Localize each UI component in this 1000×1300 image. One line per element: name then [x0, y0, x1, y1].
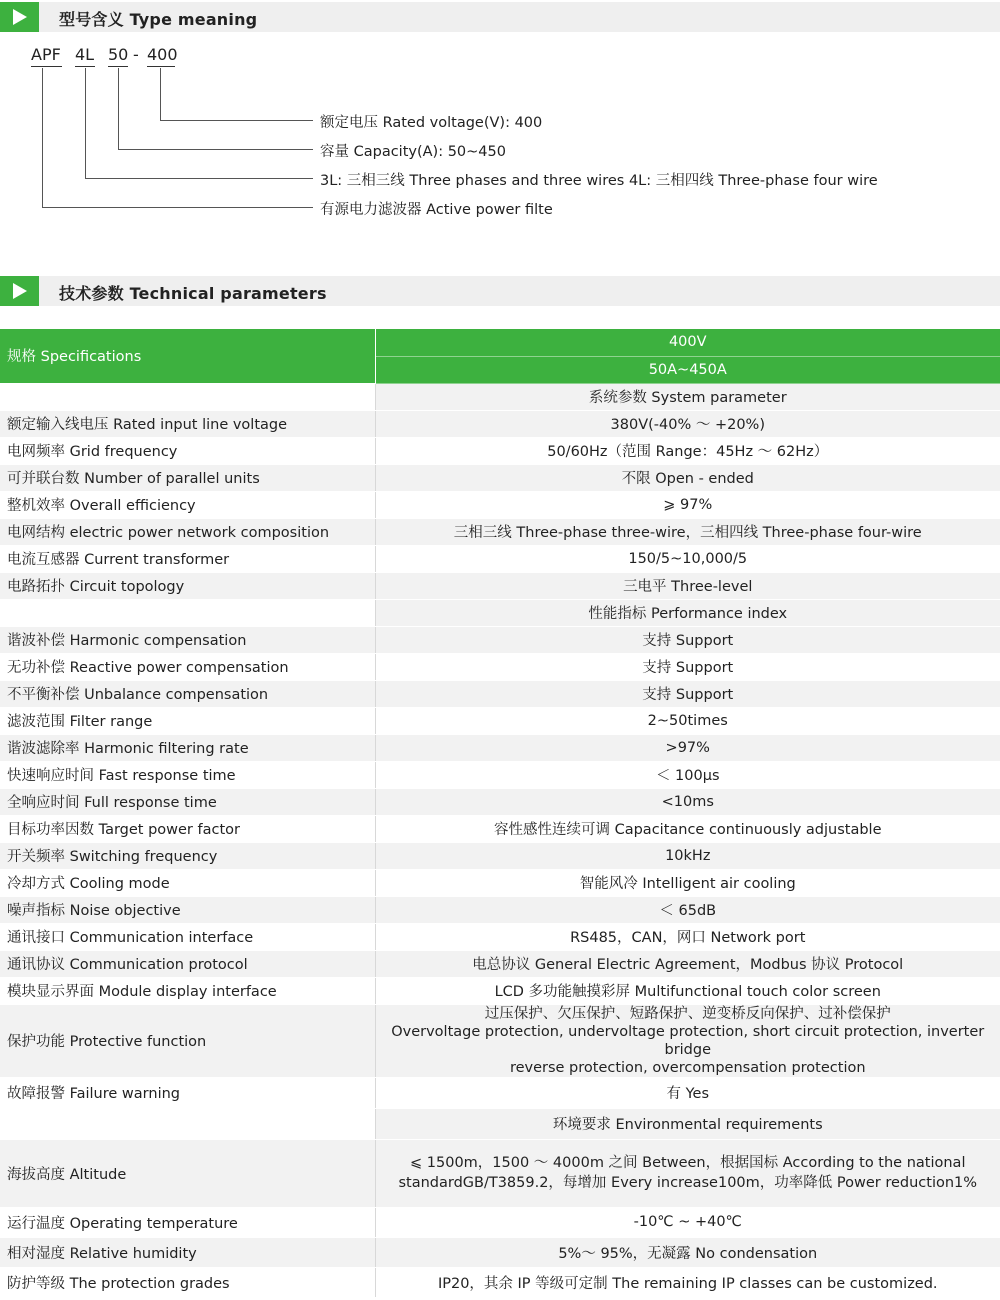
row-value [375, 1004, 1000, 1077]
section-header-type-meaning [0, 2, 1000, 32]
row-value: 不限 Open - ended [375, 464, 1000, 491]
row-value: ＜ 65dB [375, 896, 1000, 923]
row-label: 噪声指标 Noise objective [0, 896, 375, 923]
row-value-line: 过压保护、欠压保护、短路保护、逆变桥反向保护、过补偿保护 [484, 1005, 891, 1022]
table-row [0, 977, 1000, 1004]
underline-capacity [108, 66, 128, 67]
model-code-capacity: 50 [108, 45, 129, 64]
table-row [0, 734, 1000, 761]
row-value: >97% [375, 734, 1000, 761]
row-label: 运行温度 Operating temperature [0, 1207, 375, 1237]
row-label: 全响应时间 Full response time [0, 788, 375, 815]
table-row [0, 680, 1000, 707]
connector-wires-h [85, 178, 313, 179]
row-label: 故障报警 Failure warning [0, 1077, 375, 1108]
row-label: 电路拓扑 Circuit topology [0, 572, 375, 599]
row-value: 5%～ 95%，无凝露 No condensation [375, 1237, 1000, 1267]
section-title: 型号含义 Type meaning [59, 10, 258, 29]
row-value [375, 1139, 1000, 1207]
section-title: 技术参数 Technical parameters [59, 284, 327, 303]
group-title: 性能指标 Performance index [375, 599, 1000, 626]
table-row [0, 788, 1000, 815]
play-arrow-icon [0, 276, 39, 306]
connector-capacity-v [118, 68, 119, 149]
row-value: 150/5~10,000/5 [375, 545, 1000, 572]
row-label: 开关频率 Switching frequency [0, 842, 375, 869]
model-code-series: APF [31, 45, 61, 64]
row-value-line: standardGB/T3859.2，每增加 Every increase100m，功率降低 Power reduction1% [398, 1175, 978, 1191]
underline-series [31, 66, 62, 67]
table-row [0, 896, 1000, 923]
desc-product: 有源电力滤波器 Active power filte [320, 202, 553, 218]
row-label: 不平衡补偿 Unbalance compensation [0, 680, 375, 707]
row-label: 快速响应时间 Fast response time [0, 761, 375, 788]
row-value: LCD 多功能触摸彩屏 Multifunctional touch color screen [375, 977, 1000, 1004]
model-code-wires: 4L [75, 45, 95, 64]
connector-voltage-v [160, 68, 161, 120]
underline-voltage [147, 66, 175, 67]
row-value: 50/60Hz（范围 Range：45Hz ～ 62Hz） [375, 437, 1000, 464]
row-value: IP20，其余 IP 等级可定制 The remaining IP classes can be customized. [375, 1267, 1000, 1297]
group-title-row [0, 383, 1000, 410]
row-label: 目标功率因数 Target power factor [0, 815, 375, 842]
row-value: 容性感性连续可调 Capacitance continuously adjustable [375, 815, 1000, 842]
row-value-line: ⩽ 1500m，1500 ～ 4000m 之间 Between，根据国标 According to the national [410, 1155, 966, 1171]
table-row [0, 491, 1000, 518]
play-arrow-icon [0, 2, 39, 32]
table-row [0, 653, 1000, 680]
table-row [0, 869, 1000, 896]
connector-capacity-h [118, 149, 313, 150]
row-label: 相对湿度 Relative humidity [0, 1237, 375, 1267]
table-row [0, 464, 1000, 491]
row-label: 通讯协议 Communication protocol [0, 950, 375, 977]
row-value: ＜ 100μs [375, 761, 1000, 788]
row-value: 10kHz [375, 842, 1000, 869]
row-label: 模块显示界面 Module display interface [0, 977, 375, 1004]
table-row [0, 1207, 1000, 1237]
desc-capacity: 容量 Capacity(A): 50~450 [320, 144, 506, 160]
desc-rated-voltage: 额定电压 Rated voltage(V): 400 [320, 115, 543, 131]
group-title-row [0, 599, 1000, 626]
row-label: 可并联台数 Number of parallel units [0, 464, 375, 491]
row-value-line: reverse protection, overcompensation protection [509, 1059, 866, 1076]
table-row [0, 1267, 1000, 1297]
connector-series-v [42, 68, 43, 207]
table-row [0, 707, 1000, 734]
table-row [0, 950, 1000, 977]
row-label: 额定输入线电压 Rated input line voltage [0, 410, 375, 437]
table-row [0, 572, 1000, 599]
table-row [0, 761, 1000, 788]
model-code-voltage: 400 [147, 45, 178, 64]
table-row [0, 1237, 1000, 1267]
table-row [0, 518, 1000, 545]
row-label: 电网结构 electric power network composition [0, 518, 375, 545]
row-value: 有 Yes [375, 1077, 1000, 1108]
table-row [0, 410, 1000, 437]
underline-wires [75, 66, 95, 67]
row-value-line: Overvoltage protection, undervoltage protection, short circuit protection, inverter bridge [391, 1023, 985, 1058]
model-code-separator: - [133, 45, 139, 64]
spec-header-current: 50A~450A [375, 356, 1000, 383]
spec-header-label: 规格 Specifications [0, 329, 375, 383]
row-label: 保护功能 Protective function [0, 1004, 375, 1077]
spec-header-voltage: 400V [375, 329, 1000, 356]
spec-header-row [0, 329, 1000, 356]
spec-table [0, 329, 1000, 1298]
table-row [0, 923, 1000, 950]
row-label: 电流互感器 Current transformer [0, 545, 375, 572]
table-row [0, 1139, 1000, 1207]
row-value: RS485，CAN，网口 Network port [375, 923, 1000, 950]
group-title-row [0, 1108, 1000, 1139]
row-value: 380V(-40% ～ +20%) [375, 410, 1000, 437]
connector-wires-v [85, 68, 86, 178]
table-row [0, 842, 1000, 869]
table-row [0, 1077, 1000, 1108]
row-value: 2~50times [375, 707, 1000, 734]
row-value: 智能风冷 Intelligent air cooling [375, 869, 1000, 896]
row-label: 整机效率 Overall efficiency [0, 491, 375, 518]
row-value: 三相三线 Three-phase three-wire，三相四线 Three-phase four-wire [375, 518, 1000, 545]
connector-series-h [42, 207, 313, 208]
row-label: 滤波范围 Filter range [0, 707, 375, 734]
row-label: 无功补偿 Reactive power compensation [0, 653, 375, 680]
table-row [0, 626, 1000, 653]
table-row [0, 437, 1000, 464]
row-label: 通讯接口 Communication interface [0, 923, 375, 950]
group-title: 系统参数 System parameter [375, 383, 1000, 410]
desc-wires: 3L: 三相三线 Three phases and three wires 4L: 三相四线 Three-phase four wire [320, 173, 878, 189]
row-value: ⩾ 97% [375, 491, 1000, 518]
connector-voltage-h [160, 120, 313, 121]
table-row [0, 1004, 1000, 1077]
row-label: 海拔高度 Altitude [0, 1139, 375, 1207]
row-value: 支持 Support [375, 680, 1000, 707]
table-row [0, 545, 1000, 572]
row-value: 三电平 Three-level [375, 572, 1000, 599]
row-label: 谐波滤除率 Harmonic filtering rate [0, 734, 375, 761]
row-label: 谐波补偿 Harmonic compensation [0, 626, 375, 653]
row-value: -10℃ ~ +40℃ [375, 1207, 1000, 1237]
row-label: 电网频率 Grid frequency [0, 437, 375, 464]
row-value: 支持 Support [375, 653, 1000, 680]
row-label: 冷却方式 Cooling mode [0, 869, 375, 896]
table-row [0, 815, 1000, 842]
section-header-technical-parameters [0, 276, 1000, 306]
row-value: <10ms [375, 788, 1000, 815]
group-title: 环境要求 Environmental requirements [375, 1108, 1000, 1139]
row-label: 防护等级 The protection grades [0, 1267, 375, 1297]
row-value: 支持 Support [375, 626, 1000, 653]
row-value: 电总协议 General Electric Agreement，Modbus 协议 Protocol [375, 950, 1000, 977]
